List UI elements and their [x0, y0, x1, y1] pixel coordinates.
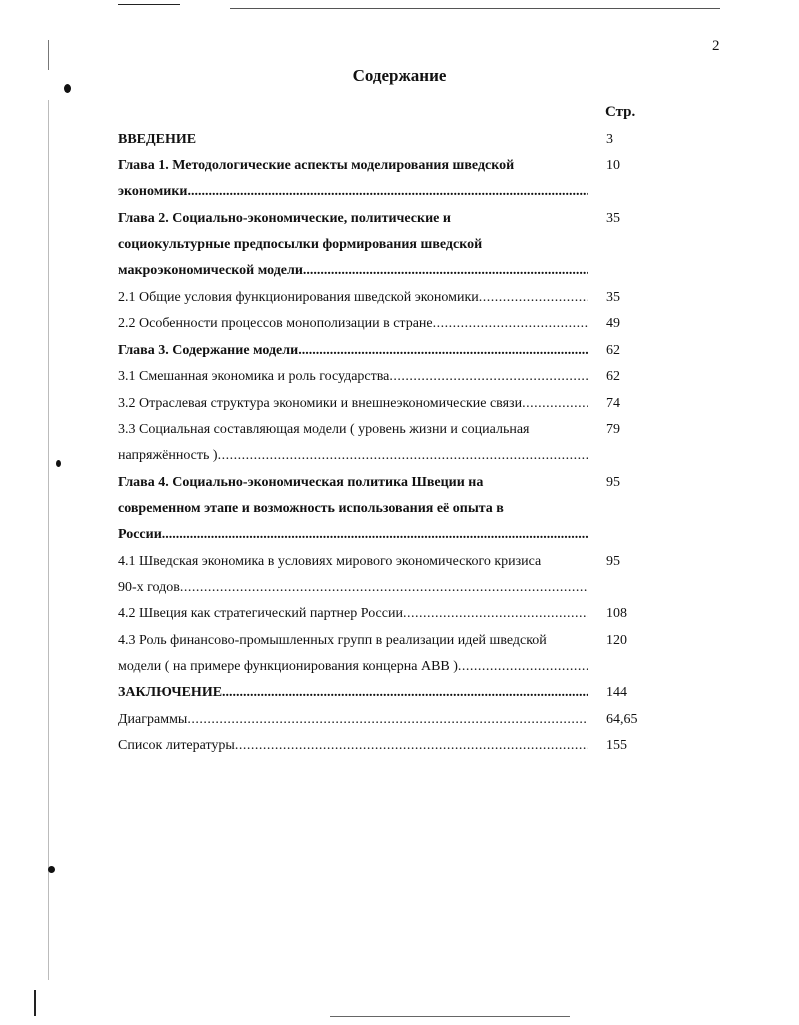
toc-entry [118, 391, 588, 417]
toc-entry [118, 153, 588, 205]
toc-entry-text: 3.2 Отраслевая структура экономики и внешнеэкономические связи [118, 395, 523, 411]
toc-entry-text: 90-х годов [118, 579, 180, 595]
toc-entry [118, 601, 588, 627]
dot-leader [403, 601, 588, 627]
dot-leader [196, 127, 588, 153]
toc-page-number: 79 [606, 421, 620, 437]
toc-entry [118, 285, 588, 311]
toc-entry [118, 311, 588, 337]
scan-artifact [34, 990, 36, 1016]
dot-leader [303, 258, 588, 284]
dot-leader [458, 654, 588, 680]
scan-artifact [118, 4, 180, 5]
toc-entry [118, 549, 588, 601]
toc-page-number: 64,65 [606, 711, 638, 727]
scan-artifact [56, 460, 61, 467]
toc-entry [118, 417, 588, 469]
page-column-header: Стр. [605, 104, 636, 120]
toc-page-number: 120 [606, 632, 627, 648]
toc-entry-text: модели ( на примере функционирования концерна АВВ ) [118, 658, 458, 674]
toc-entry-text: Глава 4. Социально-экономическая политика Швеции на [118, 474, 484, 490]
toc-entry-text: ВВЕДЕНИЕ [118, 132, 197, 147]
dot-leader [187, 707, 588, 733]
toc-page-number: 35 [606, 211, 620, 227]
toc-page-number: 10 [606, 158, 620, 174]
toc-page-number: 108 [606, 606, 627, 622]
toc-entry-text: ЗАКЛЮЧЕНИЕ [118, 685, 223, 701]
toc-entry [118, 364, 588, 390]
dot-leader [218, 443, 588, 469]
toc-page-number: 95 [606, 474, 620, 490]
toc-entry [118, 470, 588, 548]
scan-artifact [64, 84, 71, 93]
toc-page-number: 155 [606, 738, 627, 754]
dot-leader [479, 285, 588, 311]
toc-entry-text: макроэкономической модели [118, 263, 303, 279]
toc-page-number: 3 [606, 132, 613, 147]
toc-entry-text: 3.3 Социальная составляющая модели ( уровень жизни и социальная [118, 421, 530, 437]
toc-entry-text: Глава 1. Методологические аспекты моделирования шведской [118, 158, 515, 174]
toc-page-number: 62 [606, 342, 620, 358]
page-number: 2 [712, 38, 720, 54]
toc-entry-text: напряжённость ) [118, 447, 218, 463]
toc-entry [118, 628, 588, 680]
toc-entry-text: Диаграммы [118, 711, 188, 727]
dot-leader [389, 364, 588, 390]
toc-entry-text: 4.1 Шведская экономика в условиях мирового экономического кризиса [118, 553, 542, 569]
toc-entry-text: Глава 2. Социально-экономические, политические и [118, 211, 451, 227]
toc-entry-text: 3.1 Смешанная экономика и роль государства [118, 369, 390, 385]
toc-page-number: 144 [606, 685, 627, 701]
toc-entry-text: 4.2 Швеция как стратегический партнер России [118, 606, 403, 622]
toc-entry-text: современном этапе и возможность использования её опыта в [118, 500, 504, 516]
scan-artifact [330, 1016, 570, 1017]
toc-entry-text: Глава 3. Содержание модели [118, 342, 299, 358]
toc-entry-text: социокультурные предпосылки формирования шведской [118, 237, 483, 253]
scan-artifact [48, 40, 49, 70]
toc-entry [118, 707, 588, 733]
toc-page-number: 35 [606, 290, 620, 306]
toc-entry [118, 206, 588, 284]
toc-entry [118, 127, 588, 153]
toc-page-number: 62 [606, 369, 620, 385]
scan-artifact [48, 866, 55, 873]
dot-leader [433, 311, 588, 337]
toc-entry-text: России [118, 526, 162, 542]
toc-entry [118, 733, 588, 759]
toc-page-number: 74 [606, 395, 620, 411]
scan-artifact [48, 100, 49, 980]
dot-leader [180, 575, 588, 601]
dot-leader [298, 338, 588, 364]
dot-leader [522, 391, 588, 417]
dot-leader [187, 179, 588, 205]
toc-entry [118, 338, 588, 364]
dot-leader [162, 522, 588, 548]
dot-leader [222, 680, 588, 706]
toc-entry-text: экономики [118, 184, 188, 200]
toc-entry-text: Список литературы [118, 738, 235, 754]
toc-entry-text: 2.2 Особенности процессов монополизации в стране [118, 316, 433, 332]
toc-page-number: 49 [606, 316, 620, 332]
toc-entry-text: 2.1 Общие условия функционирования шведской экономики [118, 290, 479, 306]
toc-page-number: 95 [606, 553, 620, 569]
toc-entry [118, 680, 588, 706]
scan-artifact [230, 8, 720, 9]
page-title: Содержание [352, 66, 447, 85]
dot-leader [235, 733, 588, 759]
toc-entry-text: 4.3 Роль финансово-промышленных групп в реализации идей шведской [118, 632, 547, 648]
